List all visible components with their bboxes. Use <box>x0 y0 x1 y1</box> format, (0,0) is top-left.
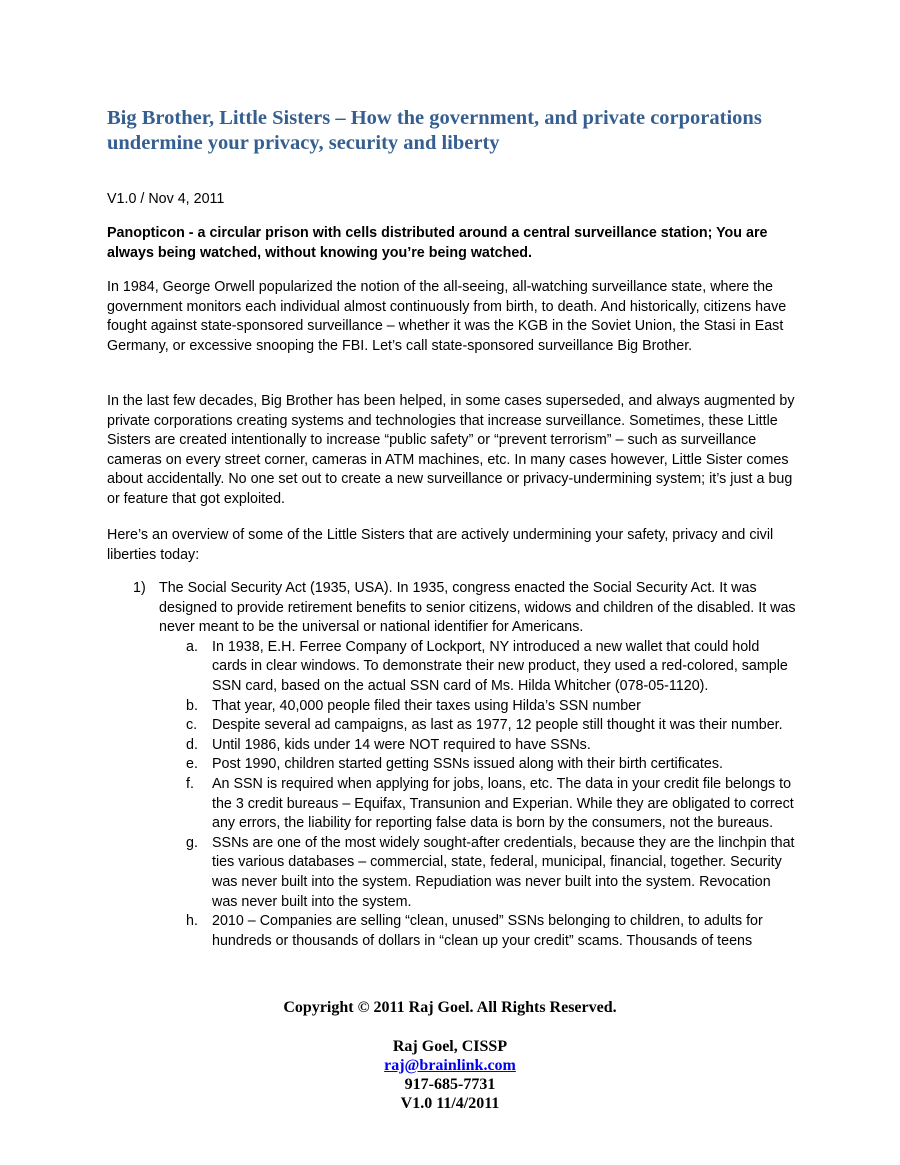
sub-item-text: Post 1990, children started getting SSNs issued along with their birth certificates. <box>212 756 723 773</box>
sub-item-letter: c. <box>186 717 198 734</box>
sub-item-letter: h. <box>186 913 198 930</box>
sub-item-h <box>107 912 797 951</box>
author-name: Raj Goel, CISSP <box>392 1038 508 1055</box>
footer-version: V1.0 11/4/2011 <box>400 1095 500 1112</box>
version-date: V1.0 / Nov 4, 2011 <box>107 191 225 207</box>
sub-item-g <box>107 834 797 912</box>
sub-item-text: 2010 – Companies are selling “clean, unused” SSNs belonging to children, to adults for hundreds or thousands of dollars in “clean up your credit” scams. Thousands of teens <box>212 913 763 949</box>
sub-item-letter: b. <box>186 697 198 714</box>
panopticon-definition: Panopticon - a circular prison with cells distributed around a central surveillance station; You are always being watched, without knowing you’re being watched. <box>107 225 768 261</box>
sub-item-text: SSNs are one of the most widely sought-after credentials, because they are the linchpin that ties various databases – commercial, state, federal, municipal, financial, together. Security was never built into the system. Repudiation was never built into the system. Revocation was never built into the system. <box>212 834 795 910</box>
numbered-list <box>107 579 797 951</box>
author-phone: 917-685-7731 <box>404 1076 496 1093</box>
sub-item-c <box>107 716 797 736</box>
sub-item-d <box>107 736 797 756</box>
paragraph-little-sisters: In the last few decades, Big Brother has been helped, in some cases superseded, and always augmented by private corporations creating systems and technologies that increase surveillance. Sometimes, these Little Sisters are created intentionally to increase “public safety” or “prevent terrorism” – such as surveillance cameras on every street corner, cameras in ATM machines, etc. In many cases however, Little Sister comes about accidentally. No one set out to create a new surveillance or privacy-undermining system; it’s just a bug or feature that got exploited. <box>107 393 795 507</box>
sub-item-letter: d. <box>186 736 198 753</box>
document-title: Big Brother, Little Sisters – How the government, and private corporations undermine your privacy, security and liberty <box>107 107 762 154</box>
author-email-link[interactable]: raj@brainlink.com <box>384 1057 516 1074</box>
sub-item-b <box>107 697 797 717</box>
sub-item-text: That year, 40,000 people filed their taxes using Hilda’s SSN number <box>212 697 641 714</box>
sub-item-letter: f. <box>186 775 194 792</box>
sub-item-f <box>107 775 797 834</box>
author-email-container <box>0 1056 900 1075</box>
sub-item-letter: g. <box>186 834 198 851</box>
list-item-1 <box>107 579 797 638</box>
paragraph-overview: Here’s an overview of some of the Little Sisters that are actively undermining your safety, privacy and civil liberties today: <box>107 527 774 563</box>
sub-item-text: Until 1986, kids under 14 were NOT required to have SSNs. <box>212 736 591 753</box>
sub-item-letter: e. <box>186 756 198 773</box>
sub-item-text: An SSN is required when applying for jobs, loans, etc. The data in your credit file belongs to the 3 credit bureaus – Equifax, Transunion and Experian. While they are obligated to correct any errors, the liability for reporting false data is born by the consumers, not the bureaus. <box>212 775 794 832</box>
sub-item-text: Despite several ad campaigns, as last as 1977, 12 people still thought it was their number. <box>212 717 783 734</box>
sub-item-letter: a. <box>186 638 198 655</box>
list-item-text: The Social Security Act (1935, USA). In 1935, congress enacted the Social Security Act. It was designed to provide retirement benefits to senior citizens, widows and children of the disabled. It was never meant to be the universal or national identifier for Americans. <box>159 580 796 636</box>
sub-item-text: In 1938, E.H. Ferree Company of Lockport, NY introduced a new wallet that could hold cards in clear windows. To demonstrate their new product, they used a red-colored, sample SSN card, based on the actual SSN card of Ms. Hilda Whitcher (078-05-1120). <box>212 638 788 694</box>
sub-item-e <box>107 755 797 775</box>
copyright-notice: Copyright © 2011 Raj Goel. All Rights Reserved. <box>283 999 617 1016</box>
list-item-number: 1) <box>133 580 146 596</box>
sub-item-a <box>107 638 797 697</box>
paragraph-orwell: In 1984, George Orwell popularized the notion of the all-seeing, all-watching surveillance state, where the government monitors each individual almost continuously from birth, to death. And historically, citizens have fought against state-sponsored surveillance – whether it was the KGB in the Soviet Union, the Stasi in East Germany, or excessive snooping the FBI. Let’s call state-sponsored surveillance Big Brother. <box>107 279 787 354</box>
